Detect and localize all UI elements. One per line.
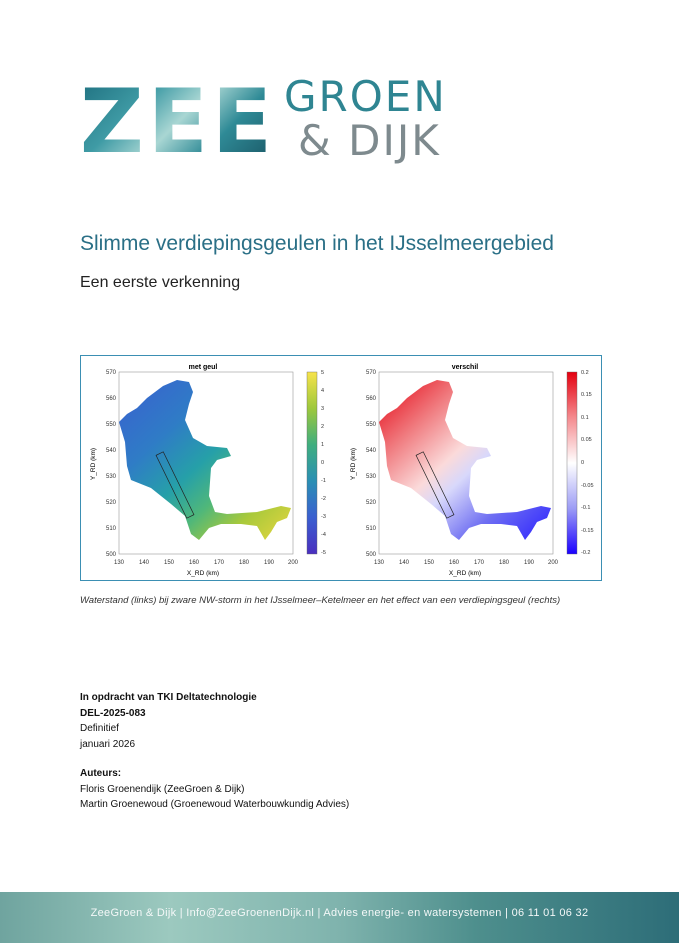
right-ytick: 500 <box>365 552 376 558</box>
right-cbtick: -0.2 <box>581 550 591 556</box>
left-xtick: 130 <box>113 560 125 566</box>
left-cbtick: -5 <box>321 550 326 556</box>
meta-code: DEL-2025-083 <box>80 707 146 719</box>
left-xtick: 180 <box>238 560 250 566</box>
left-ytick: 500 <box>105 552 116 558</box>
right-ytick: 510 <box>365 526 376 532</box>
right-xtick: 190 <box>523 560 535 566</box>
right-xlabel: X_RD (km) <box>448 570 482 577</box>
right-ylabel: Y_RD (km) <box>350 447 357 481</box>
footer-banner <box>0 892 679 943</box>
right-xtick: 140 <box>398 560 410 566</box>
right-xtick: 170 <box>473 560 485 566</box>
document-subtitle: Een eerste verkenning <box>80 274 241 291</box>
left-xtick: 160 <box>188 560 200 566</box>
figure-caption: Waterstand (links) bij zware NW-storm in het IJsselmeer–Ketelmeer en het effect van een verdiepingsgeul (rechts) <box>80 595 561 606</box>
right-cbtick: 0.05 <box>581 437 592 443</box>
left-ytick: 520 <box>105 500 116 506</box>
meta-date: januari 2026 <box>80 738 136 750</box>
left-panel-title: met geul <box>188 364 218 371</box>
right-colorbar <box>567 372 577 554</box>
left-cbtick: -1 <box>321 478 326 484</box>
right-ytick: 550 <box>365 422 376 428</box>
left-cbtick: -2 <box>321 496 326 502</box>
left-ytick: 510 <box>105 526 116 532</box>
right-xtick: 160 <box>448 560 460 566</box>
right-cbtick: 0.2 <box>581 370 589 376</box>
right-xtick: 200 <box>547 560 559 566</box>
right-ytick: 530 <box>365 474 376 480</box>
map-figure <box>81 356 601 580</box>
footer-text: ZeeGroen & Dijk | Info@ZeeGroenenDijk.nl | Advies energie- en watersystemen | 06 11 01 06 32 <box>90 907 589 919</box>
left-xtick: 140 <box>138 560 150 566</box>
left-cbtick: 0 <box>321 460 325 466</box>
left-cbtick: 1 <box>321 442 325 448</box>
right-panel <box>350 364 594 577</box>
logo-groen-text: GROEN <box>284 72 447 121</box>
left-ylabel: Y_RD (km) <box>90 447 97 481</box>
right-cbtick: 0.15 <box>581 392 592 398</box>
right-cbtick: -0.05 <box>581 483 594 489</box>
left-cbtick: -4 <box>321 532 326 538</box>
right-xtick: 180 <box>498 560 510 566</box>
author-item: Floris Groenendijk (ZeeGroen & Dijk) <box>80 783 245 795</box>
right-cbtick: -0.15 <box>581 528 594 534</box>
document-title: Slimme verdiepingsgeulen in het IJsselmeergebied <box>80 232 554 255</box>
left-colorbar <box>307 372 317 554</box>
left-map-shape <box>119 380 291 540</box>
author-item: Martin Groenewoud (Groenewoud Waterbouwkundig Advies) <box>80 799 350 810</box>
left-cbtick: -3 <box>321 514 326 520</box>
right-ytick: 520 <box>365 500 376 506</box>
left-cbtick: 5 <box>321 370 325 376</box>
right-ytick: 560 <box>365 396 376 402</box>
left-xlabel: X_RD (km) <box>186 570 220 577</box>
right-panel-title: verschil <box>451 364 479 371</box>
logo-dijk-text: & DIJK <box>298 116 441 165</box>
left-panel <box>90 364 326 577</box>
authors-block <box>80 766 349 813</box>
right-ytick: 570 <box>365 370 376 376</box>
left-ytick: 560 <box>105 396 116 402</box>
left-cbtick: 2 <box>321 424 325 430</box>
right-cbtick: 0 <box>581 460 585 466</box>
left-xtick: 170 <box>213 560 225 566</box>
right-cbtick: 0.1 <box>581 415 589 421</box>
meta-status: Definitief <box>80 723 119 734</box>
right-map-shape <box>379 380 551 540</box>
left-ytick: 550 <box>105 422 116 428</box>
left-ytick: 570 <box>105 370 116 376</box>
figure-frame <box>80 355 602 581</box>
left-xtick: 150 <box>163 560 175 566</box>
left-xtick: 200 <box>287 560 299 566</box>
meta-client: In opdracht van TKI Deltatechnologie <box>80 692 257 703</box>
right-xtick: 150 <box>423 560 435 566</box>
right-ytick: 540 <box>365 448 376 454</box>
left-ytick: 530 <box>105 474 116 480</box>
right-cbtick: -0.1 <box>581 505 591 511</box>
left-cbtick: 4 <box>321 388 325 394</box>
logo-zee-text: ZEE <box>80 70 277 173</box>
company-logo <box>80 70 460 174</box>
left-xtick: 190 <box>263 560 275 566</box>
left-cbtick: 3 <box>321 406 325 412</box>
authors-heading: Auteurs: <box>80 768 122 779</box>
left-ytick: 540 <box>105 448 116 454</box>
right-xtick: 130 <box>373 560 385 566</box>
document-meta <box>80 690 257 752</box>
